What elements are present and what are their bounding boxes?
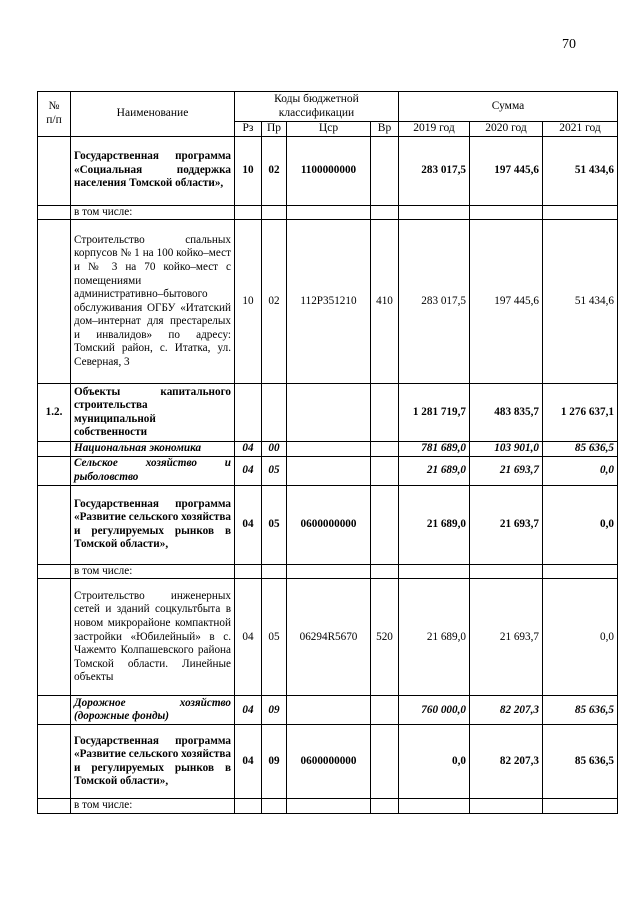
- row-num: [38, 136, 71, 205]
- row-vr: 410: [371, 220, 399, 384]
- row-vr: [371, 696, 399, 725]
- budget-table: [37, 91, 618, 814]
- row-pr: 00: [262, 442, 287, 457]
- row-name: Государственная программа «Развитие сельского хозяйства и регулируемых рынков в Томской области»,: [71, 725, 235, 799]
- row-rz: 04: [235, 442, 262, 457]
- row-2021: 0,0: [543, 485, 618, 564]
- row-num: [38, 205, 71, 220]
- row-num: [38, 725, 71, 799]
- row-2021: [543, 799, 618, 814]
- row-rz: 04: [235, 696, 262, 725]
- row-2021: 85 636,5: [543, 442, 618, 457]
- row-2020: 103 901,0: [470, 442, 543, 457]
- row-rz: 04: [235, 485, 262, 564]
- row-2021: 85 636,5: [543, 696, 618, 725]
- row-pr: [262, 205, 287, 220]
- row-pr: 05: [262, 485, 287, 564]
- row-vr: [371, 485, 399, 564]
- header-2021: 2021 год: [543, 122, 618, 137]
- page-number: 70: [562, 37, 576, 52]
- row-2021: 51 434,6: [543, 220, 618, 384]
- row-name: Дорожное хозяйство (дорожные фонды): [71, 696, 235, 725]
- header-pr: Пр: [262, 122, 287, 137]
- table-header-row: [38, 92, 618, 122]
- row-vr: [371, 799, 399, 814]
- row-2020: 82 207,3: [470, 725, 543, 799]
- row-pr: 09: [262, 696, 287, 725]
- header-codes: Коды бюджетной классификации: [235, 92, 399, 122]
- table-row: [38, 205, 618, 220]
- row-name: Государственная программа «Развитие сельского хозяйства и регулируемых рынков в Томской области»,: [71, 485, 235, 564]
- row-2021: 51 434,6: [543, 136, 618, 205]
- row-pr: 09: [262, 725, 287, 799]
- row-rz: [235, 205, 262, 220]
- row-name: Государственная программа «Социальная поддержка населения Томской области»,: [71, 136, 235, 205]
- row-rz: [235, 564, 262, 579]
- row-vr: 520: [371, 579, 399, 696]
- row-2021: [543, 564, 618, 579]
- row-rz: 10: [235, 136, 262, 205]
- table-row: [38, 384, 618, 442]
- row-csr: 1100000000: [287, 136, 371, 205]
- row-pr: [262, 384, 287, 442]
- row-2019: [399, 799, 470, 814]
- table-row: [38, 799, 618, 814]
- row-pr: [262, 564, 287, 579]
- row-vr: [371, 456, 399, 485]
- row-2020: [470, 205, 543, 220]
- row-num: 1.2.: [38, 384, 71, 442]
- row-csr: 0600000000: [287, 725, 371, 799]
- row-name: Национальная экономика: [71, 442, 235, 457]
- row-rz: 04: [235, 725, 262, 799]
- row-2021: [543, 205, 618, 220]
- row-num: [38, 579, 71, 696]
- header-rz: Рз: [235, 122, 262, 137]
- row-num: [38, 799, 71, 814]
- row-name: в том числе:: [71, 205, 235, 220]
- row-pr: 05: [262, 456, 287, 485]
- row-num: [38, 485, 71, 564]
- row-2020: 82 207,3: [470, 696, 543, 725]
- table-row: [38, 442, 618, 457]
- row-name: Строительство инженерных сетей и зданий соцкультбыта в новом микрорайоне компактной застройки «Юбилейный» в с. Чажемто Колпашевского района Томской области. Линейные объекты: [71, 579, 235, 696]
- row-name: Объекты капитального строительства муниципальной собственности: [71, 384, 235, 442]
- row-name: в том числе:: [71, 564, 235, 579]
- row-name: в том числе:: [71, 799, 235, 814]
- row-2020: 197 445,6: [470, 220, 543, 384]
- row-rz: [235, 799, 262, 814]
- row-2019: 21 689,0: [399, 485, 470, 564]
- row-csr: [287, 205, 371, 220]
- table-row: [38, 725, 618, 799]
- row-2020: [470, 799, 543, 814]
- row-2019: 760 000,0: [399, 696, 470, 725]
- row-csr: [287, 442, 371, 457]
- row-num: [38, 456, 71, 485]
- row-csr: [287, 456, 371, 485]
- row-csr: [287, 799, 371, 814]
- row-rz: 10: [235, 220, 262, 384]
- header-csr: Цср: [287, 122, 371, 137]
- row-pr: 05: [262, 579, 287, 696]
- row-csr: [287, 564, 371, 579]
- row-2020: 21 693,7: [470, 579, 543, 696]
- row-rz: 04: [235, 579, 262, 696]
- table-row: [38, 485, 618, 564]
- row-2019: 1 281 719,7: [399, 384, 470, 442]
- table-row: [38, 696, 618, 725]
- table-row: [38, 456, 618, 485]
- header-2019: 2019 год: [399, 122, 470, 137]
- row-csr: [287, 384, 371, 442]
- row-csr: 112P351210: [287, 220, 371, 384]
- row-2019: 283 017,5: [399, 220, 470, 384]
- row-vr: [371, 384, 399, 442]
- header-name: Наименование: [71, 92, 235, 137]
- row-name: Строительство спальных корпусов № 1 на 100 койко–мест и № 3 на 70 койко–мест с помещениями административно–бытового обслуживания ОГБУ «Итатский дом–интернат для престарелых и инвалидов» по адресу: Томский район, с. Итатка, ул. Северная, 3: [71, 220, 235, 384]
- row-2019: 21 689,0: [399, 579, 470, 696]
- row-csr: 0600000000: [287, 485, 371, 564]
- row-pr: 02: [262, 136, 287, 205]
- row-num: [38, 442, 71, 457]
- row-vr: [371, 136, 399, 205]
- row-vr: [371, 725, 399, 799]
- row-name: Сельское хозяйство и рыболовство: [71, 456, 235, 485]
- header-num: № п/п: [38, 92, 71, 137]
- row-2021: 0,0: [543, 579, 618, 696]
- row-2021: 0,0: [543, 456, 618, 485]
- row-2020: 21 693,7: [470, 485, 543, 564]
- row-csr: [287, 696, 371, 725]
- row-rz: [235, 384, 262, 442]
- row-vr: [371, 442, 399, 457]
- row-num: [38, 220, 71, 384]
- row-2019: 21 689,0: [399, 456, 470, 485]
- table-row: [38, 564, 618, 579]
- row-num: [38, 696, 71, 725]
- table-row: [38, 579, 618, 696]
- header-sum: Сумма: [399, 92, 618, 122]
- row-2020: 21 693,7: [470, 456, 543, 485]
- row-2021: 1 276 637,1: [543, 384, 618, 442]
- header-2020: 2020 год: [470, 122, 543, 137]
- row-2020: 197 445,6: [470, 136, 543, 205]
- row-csr: 06294R5670: [287, 579, 371, 696]
- row-2019: [399, 205, 470, 220]
- row-2020: [470, 564, 543, 579]
- row-pr: 02: [262, 220, 287, 384]
- table-row: [38, 220, 618, 384]
- row-pr: [262, 799, 287, 814]
- table-row: [38, 136, 618, 205]
- row-2019: [399, 564, 470, 579]
- row-2019: 781 689,0: [399, 442, 470, 457]
- row-num: [38, 564, 71, 579]
- row-2021: 85 636,5: [543, 725, 618, 799]
- row-2019: 283 017,5: [399, 136, 470, 205]
- header-vr: Вр: [371, 122, 399, 137]
- row-vr: [371, 564, 399, 579]
- row-2019: 0,0: [399, 725, 470, 799]
- row-rz: 04: [235, 456, 262, 485]
- row-vr: [371, 205, 399, 220]
- row-2020: 483 835,7: [470, 384, 543, 442]
